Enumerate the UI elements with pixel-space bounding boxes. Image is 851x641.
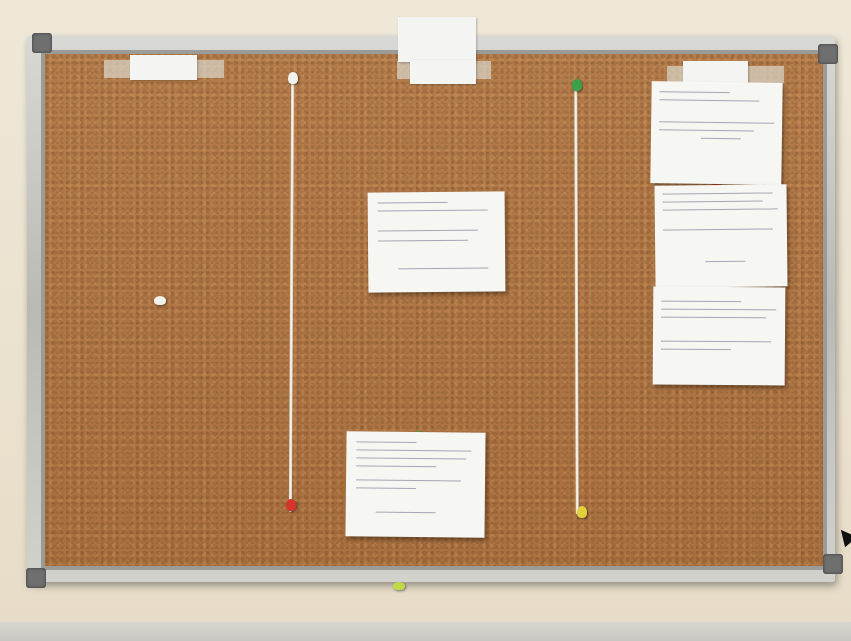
pin-red [286, 499, 296, 511]
frame-corner-bottom-right [823, 554, 843, 574]
pin-white [288, 72, 298, 84]
mouse-cursor-icon [835, 525, 851, 548]
pin-green [572, 79, 582, 91]
note-card-1 [368, 191, 506, 292]
note-card-4 [654, 184, 787, 287]
note-card-3 [650, 81, 782, 185]
note-card-2 [345, 431, 485, 537]
column-label-left [130, 55, 197, 80]
frame-corner-top-left [32, 33, 52, 53]
pin-yellow [577, 506, 587, 518]
pin-lime-fallen [393, 582, 405, 590]
frame-corner-bottom-left [26, 568, 46, 588]
frame-corner-top-right [818, 44, 838, 64]
wall-bottom-strip [0, 622, 851, 641]
header-card [398, 17, 476, 62]
pin-white-loose [154, 296, 166, 305]
column-label-center [410, 60, 476, 84]
note-card-5 [653, 287, 786, 386]
column-label-right [683, 61, 748, 83]
